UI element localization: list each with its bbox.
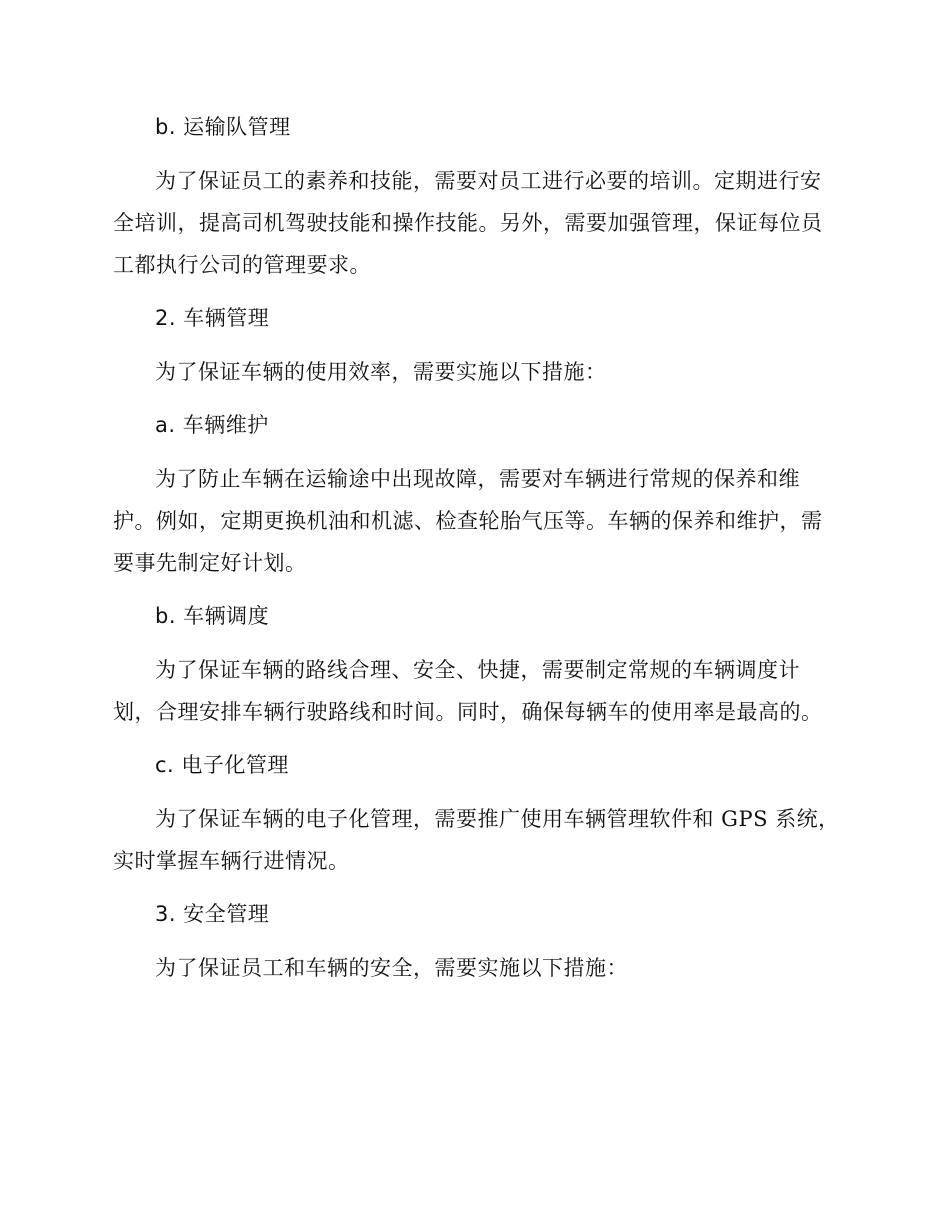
paragraph-line: 为了保证车辆的路线合理、安全、快捷，需要制定常规的车辆调度计: [155, 658, 800, 682]
paragraph-line: 为了保证员工的素养和技能，需要对员工进行必要的培训。定期进行安: [155, 169, 822, 193]
section-paragraph-electronic-management: [113, 798, 840, 882]
section-paragraph-vehicle-dispatch: [113, 649, 833, 733]
section-heading-vehicle-management: 2. 车辆管理: [155, 306, 270, 330]
paragraph-line: 为了保证员工和车辆的安全，需要实施以下措施：: [155, 956, 628, 980]
paragraph-line: 全培训，提高司机驾驶技能和操作技能。另外，需要加强管理，保证每位员: [113, 211, 823, 235]
document-body: [113, 108, 840, 1002]
paragraph-line: 工都执行公司的管理要求。: [113, 253, 371, 277]
paragraph-line: 为了保证车辆的使用效率，需要实施以下措施：: [155, 360, 607, 384]
section-paragraph-safety-management: [113, 947, 833, 989]
paragraph-line: 护。例如，定期更换机油和机滤、检查轮胎气压等。车辆的保养和维护，需: [113, 509, 823, 533]
paragraph-line: 划，合理安排车辆行驶路线和时间。同时，确保每辆车的使用率是最高的。: [113, 700, 823, 724]
section-heading-vehicle-maintenance: a. 车辆维护: [155, 413, 269, 437]
section-paragraph-vehicle-maintenance: [113, 458, 833, 584]
paragraph-line: 为了保证车辆的电子化管理，需要推广使用车辆管理软件和 GPS 系统，: [155, 807, 840, 831]
section-heading-vehicle-dispatch: b. 车辆调度: [155, 604, 270, 628]
section-heading-transport-team: b. 运输队管理: [155, 115, 291, 139]
section-heading-safety-management: 3. 安全管理: [155, 902, 270, 926]
section-paragraph-vehicle-management: [113, 351, 833, 393]
paragraph-line: 要事先制定好计划。: [113, 551, 307, 575]
paragraph-line: 实时掌握车辆行进情况。: [113, 849, 350, 873]
section-heading-electronic-management: c. 电子化管理: [155, 753, 289, 777]
paragraph-line: 为了防止车辆在运输途中出现故障，需要对车辆进行常规的保养和维: [155, 467, 800, 491]
section-paragraph-transport-team: [113, 160, 833, 286]
